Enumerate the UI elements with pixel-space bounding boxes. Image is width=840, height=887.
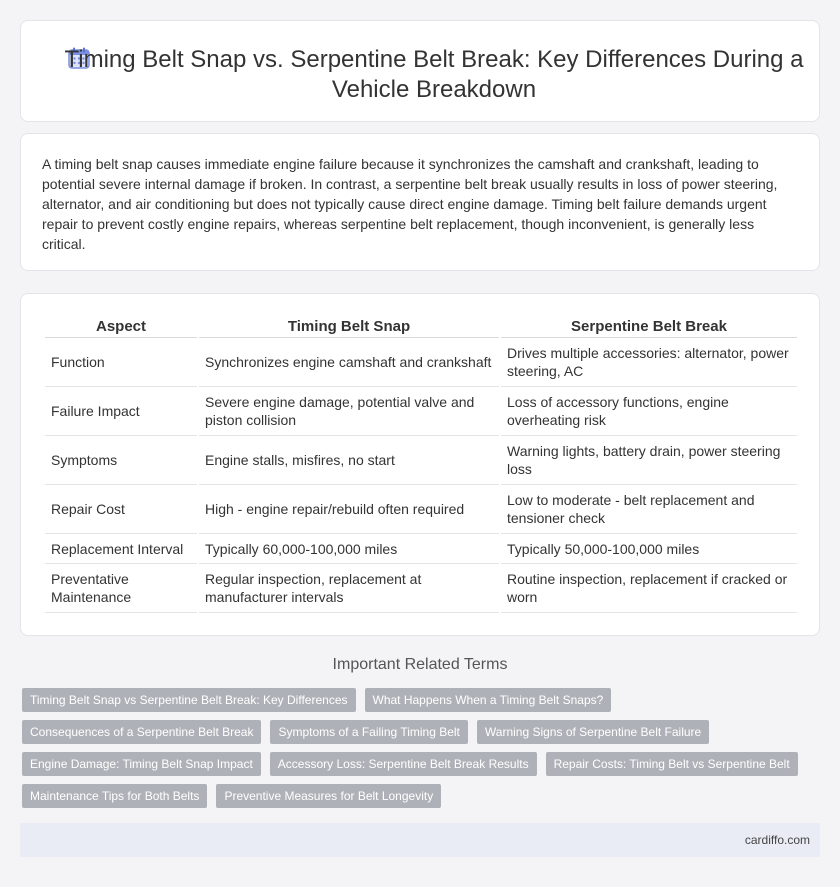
comparison-table-card [20, 293, 820, 636]
row-serpentine-belt: Low to moderate - belt replacement and tensioner check [501, 485, 797, 534]
page-title: Timing Belt Snap vs. Serpentine Belt Break: Key Differences During a Vehicle Breakdown [64, 46, 804, 103]
row-aspect: Preventative Maintenance [45, 564, 197, 613]
row-aspect: Failure Impact [45, 387, 197, 436]
related-tag[interactable]: Accessory Loss: Serpentine Belt Break Results [270, 752, 537, 776]
row-aspect: Replacement Interval [45, 534, 197, 564]
footer [20, 823, 820, 857]
header-timing-belt: Timing Belt Snap [199, 314, 499, 338]
row-serpentine-belt: Warning lights, battery drain, power steering loss [501, 436, 797, 485]
related-tag[interactable]: Timing Belt Snap vs Serpentine Belt Break: Key Differences [22, 688, 356, 712]
header-aspect: Aspect [45, 314, 197, 338]
related-terms-heading: Important Related Terms [332, 656, 508, 673]
table-header-row [45, 314, 797, 338]
row-serpentine-belt: Routine inspection, replacement if cracked or worn [501, 564, 797, 613]
row-serpentine-belt: Loss of accessory functions, engine overheating risk [501, 387, 797, 436]
row-timing-belt: Severe engine damage, potential valve and piston collision [199, 387, 499, 436]
related-tag[interactable]: Warning Signs of Serpentine Belt Failure [477, 720, 709, 744]
table-row [45, 534, 797, 564]
header-serpentine-belt: Serpentine Belt Break [501, 314, 797, 338]
row-aspect: Symptoms [45, 436, 197, 485]
footer-site[interactable]: cardiffo.com [744, 833, 810, 847]
title-card [20, 20, 820, 122]
table-row [45, 387, 797, 436]
related-tag[interactable]: Repair Costs: Timing Belt vs Serpentine Belt [546, 752, 798, 776]
comparison-table [43, 314, 799, 613]
row-timing-belt: Engine stalls, misfires, no start [199, 436, 499, 485]
row-serpentine-belt: Typically 50,000-100,000 miles [501, 534, 797, 564]
row-timing-belt: Synchronizes engine camshaft and crankshaft [199, 338, 499, 387]
row-serpentine-belt: Drives multiple accessories: alternator, power steering, AC [501, 338, 797, 387]
related-tag[interactable]: Maintenance Tips for Both Belts [22, 784, 207, 808]
related-tag[interactable]: Engine Damage: Timing Belt Snap Impact [22, 752, 261, 776]
table-row [45, 485, 797, 534]
related-tag[interactable]: Preventive Measures for Belt Longevity [216, 784, 441, 808]
table-row [45, 436, 797, 485]
row-timing-belt: Typically 60,000-100,000 miles [199, 534, 499, 564]
summary-card [20, 133, 820, 271]
table-row [45, 338, 797, 387]
row-aspect: Repair Cost [45, 485, 197, 534]
related-terms-tags [22, 688, 812, 816]
related-tag[interactable]: Symptoms of a Failing Timing Belt [270, 720, 467, 744]
related-tag[interactable]: Consequences of a Serpentine Belt Break [22, 720, 261, 744]
table-row [45, 564, 797, 613]
row-timing-belt: Regular inspection, replacement at manufacturer intervals [199, 564, 499, 613]
row-aspect: Function [45, 338, 197, 387]
related-tag[interactable]: What Happens When a Timing Belt Snaps? [365, 688, 612, 712]
summary-text: A timing belt snap causes immediate engine failure because it synchronizes the camshaft and crankshaft, leading to potential severe internal damage if broken. In contrast, a serpentine belt break usually results in loss of power steering, alternator, and air conditioning but does not typically cause direct engine damage. Timing belt failure demands urgent repair to prevent costly engine repairs, whereas serpentine belt replacement, though inconvenient, is generally less critical. [42, 156, 778, 252]
row-timing-belt: High - engine repair/rebuild often required [199, 485, 499, 534]
